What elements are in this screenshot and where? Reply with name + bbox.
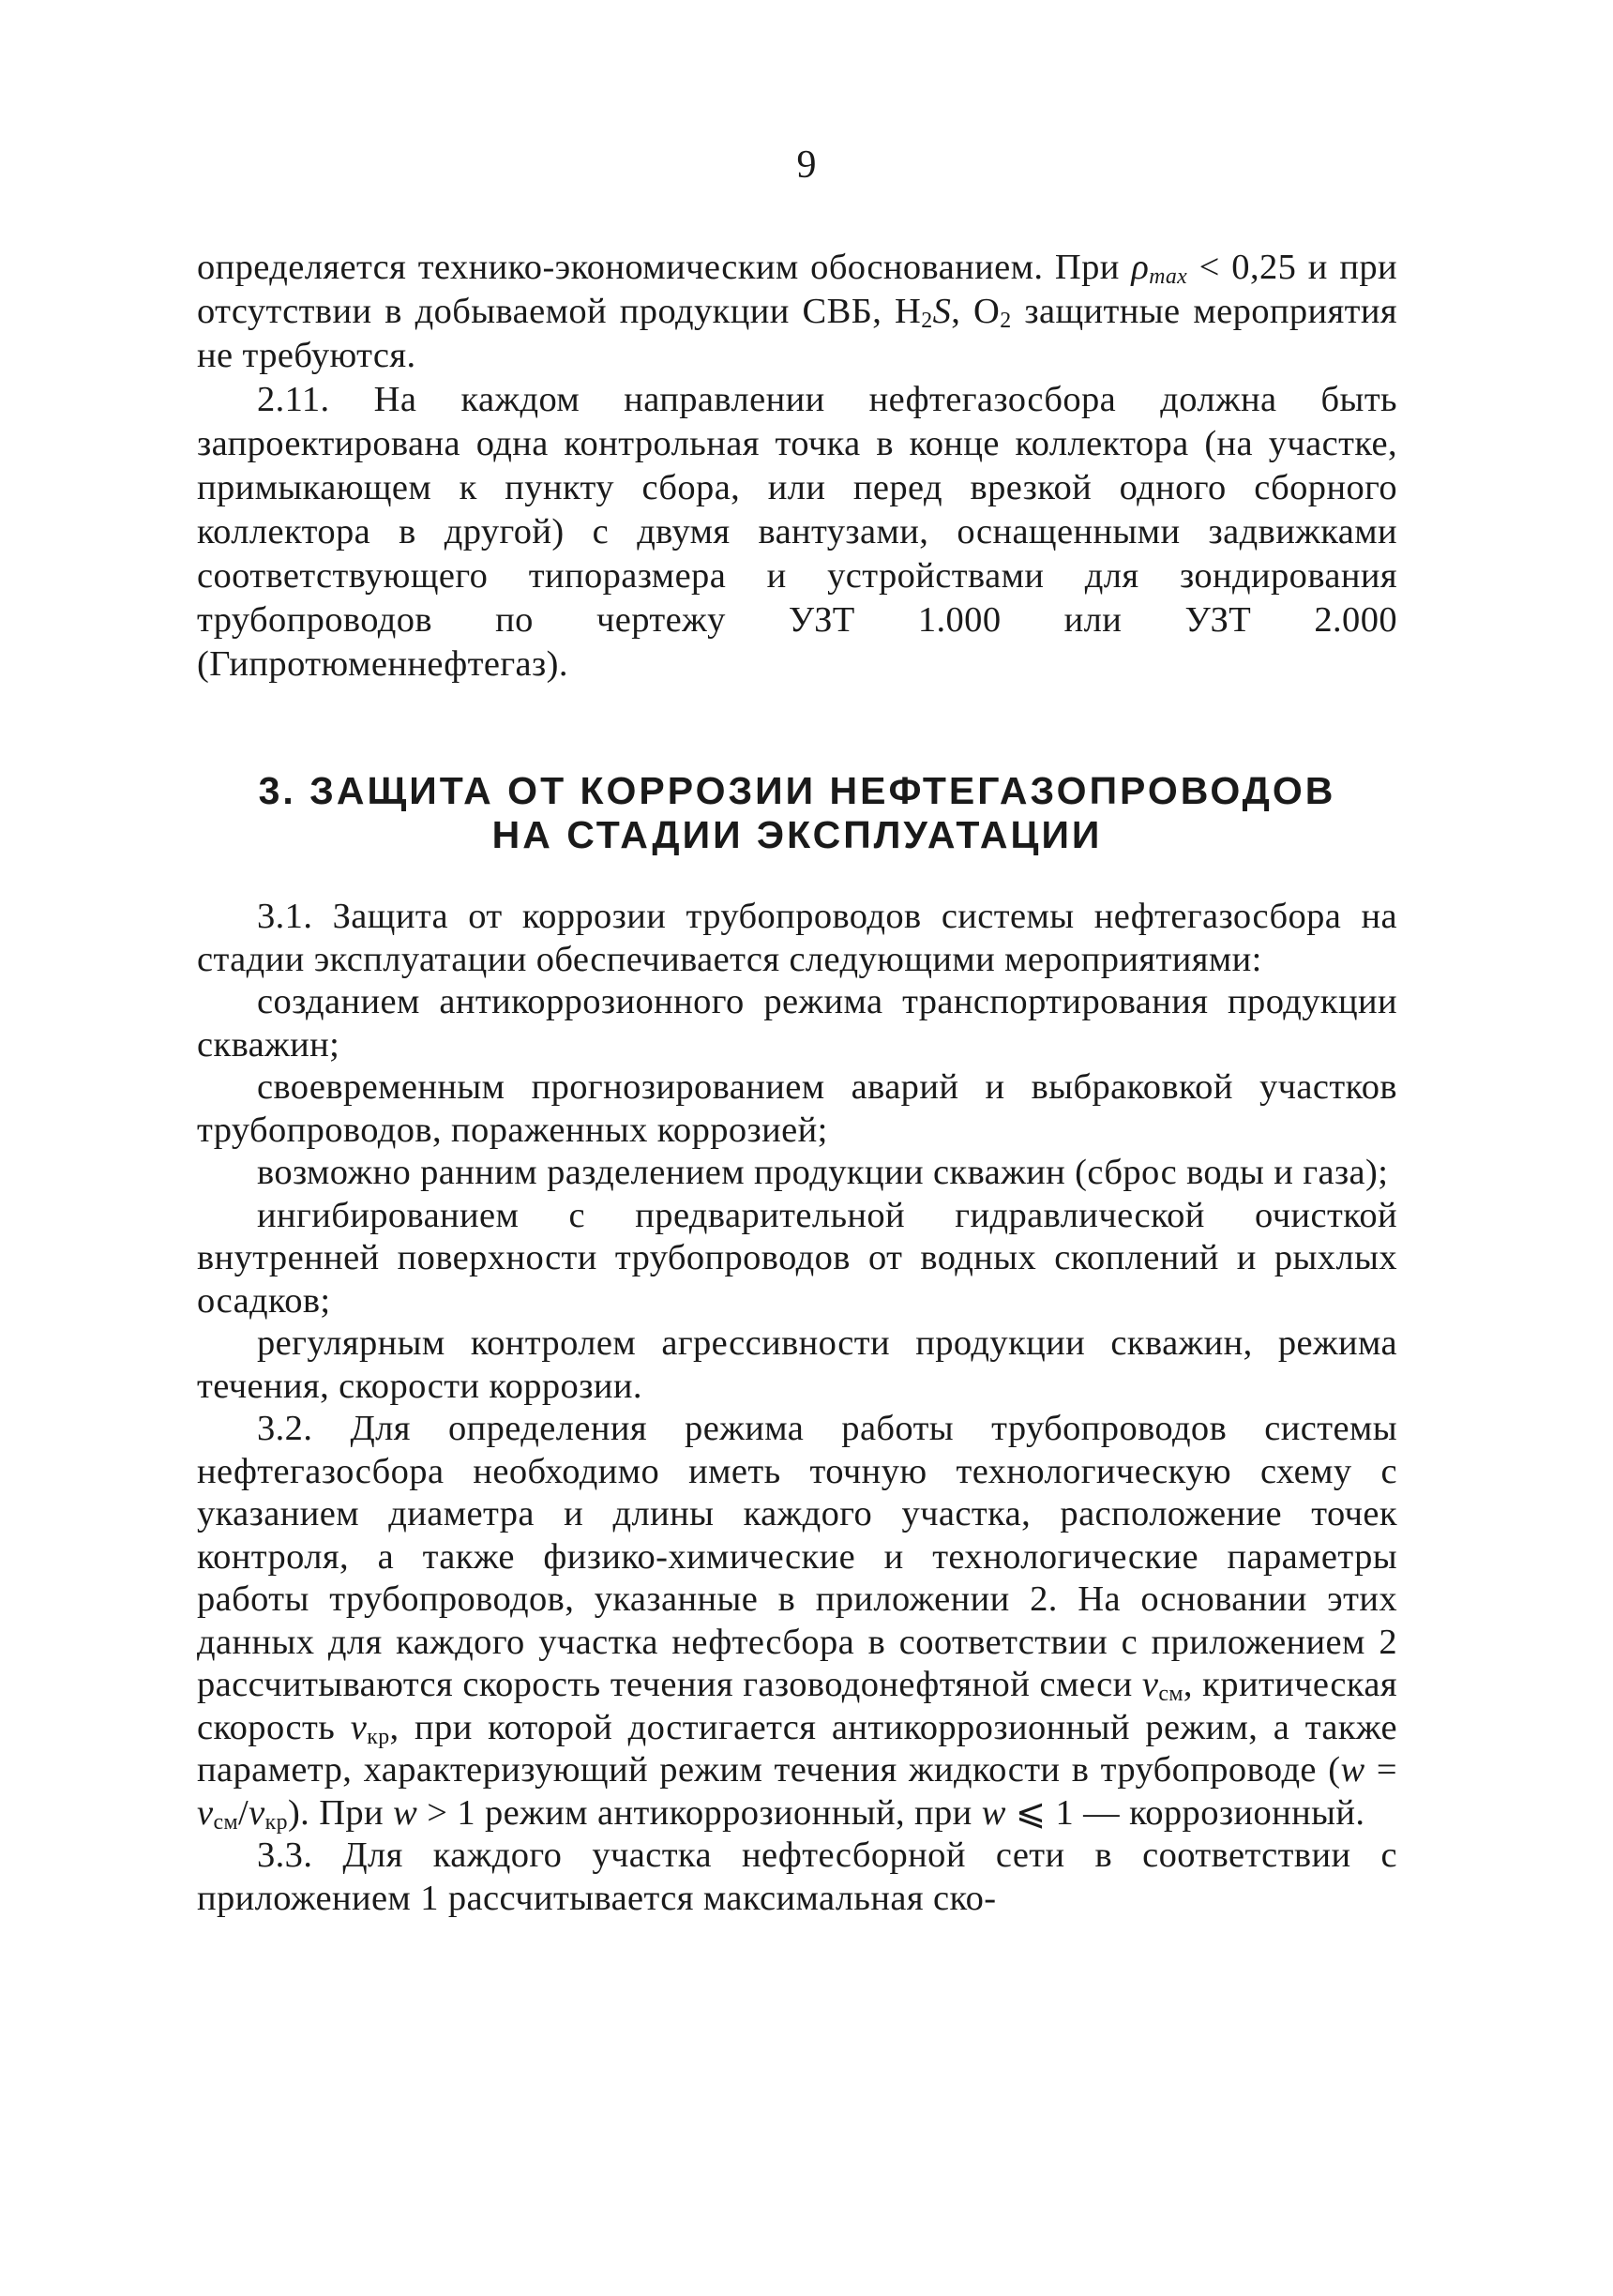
list-item: своевременным прогнозированием аварий и выбраковкой участков трубопроводов, пораженных коррозией; [197,1067,1397,1150]
paragraph-2-11: 2.11. На каждом направлении нефтегазосбора должна быть запроектирована одна контрольная точка в конце коллектора (на участке, примыкающем к пункту сбора, или перед врезкой одного сборного коллектора в другой) с двумя вантузами, оснащенными задвижками соответствующего типоразмера и устройствами для зондирования трубопроводов по чертежу УЗТ 1.000 или УЗТ 2.000 (Гипротюменнефтегаз). [197,380,1397,684]
paragraph-3-3: 3.3. Для каждого участка нефтесборной сети в соответствии с приложением 1 рассчитывается максимальная ско- [197,1835,1397,1918]
page-number: 9 [796,144,817,187]
list-item: регулярным контролем агрессивности продукции скважин, режима течения, скорости коррозии. [197,1323,1397,1406]
paragraph-continuation: определяется технико-экономическим обоснованием. При $\rho_{max} < 0,25$ и при отсутствии в добываемой продукции СВБ, $H_2S$, $O_2$ защитные мероприятия не требуются. [197,248,1397,375]
section-heading [197,769,1397,857]
paragraph-3-2: 3.2. Для определения режима работы трубопроводов системы нефтегазосбора необходимо иметь точную технологическую схему с указанием диаметра и длины каждого участка, расположение точек контроля, а также физико-химические и технологические параметры работы трубопроводов, указанные в приложении 2. На основании этих данных для каждого участка нефтесбора в соответствии с приложением 2 рассчитываются скорость течения газоводонефтяной смеси $v_{см}$, критическая скорость $v_{кр}$, при которой достигается антикоррозионный режим, а также параметр, характеризующий режим течения жидкости в трубопроводе $(w = v_{см}/v_{кр})$. При w > 1 режим антикоррозионный, при w ⩽ 1 — коррозионный. [197,1409,1397,1835]
list-item: возможно ранним разделением продукции скважин (сброс воды и газа); [257,1153,1389,1192]
paragraph-3-1: 3.1. Защита от коррозии трубопроводов системы нефтегазосбора на стадии эксплуатации обеспечивается следующими мероприятиями: [197,897,1397,979]
section-heading-line-2: НА СТАДИИ ЭКСПЛУАТАЦИИ [491,813,1103,856]
list-item: ингибированием с предварительной гидравлической очисткой внутренней поверхности трубопроводов от водных скоплений и рыхлых осадков; [197,1195,1397,1321]
list-item: созданием антикоррозионного режима транспортирования продукции скважин; [197,982,1397,1065]
section-heading-line-1: 3. ЗАЩИТА ОТ КОРРОЗИИ НЕФТЕГАЗОПРОВОДОВ [258,769,1336,812]
section-3-text [197,896,1397,1920]
intro-text [197,246,1397,687]
